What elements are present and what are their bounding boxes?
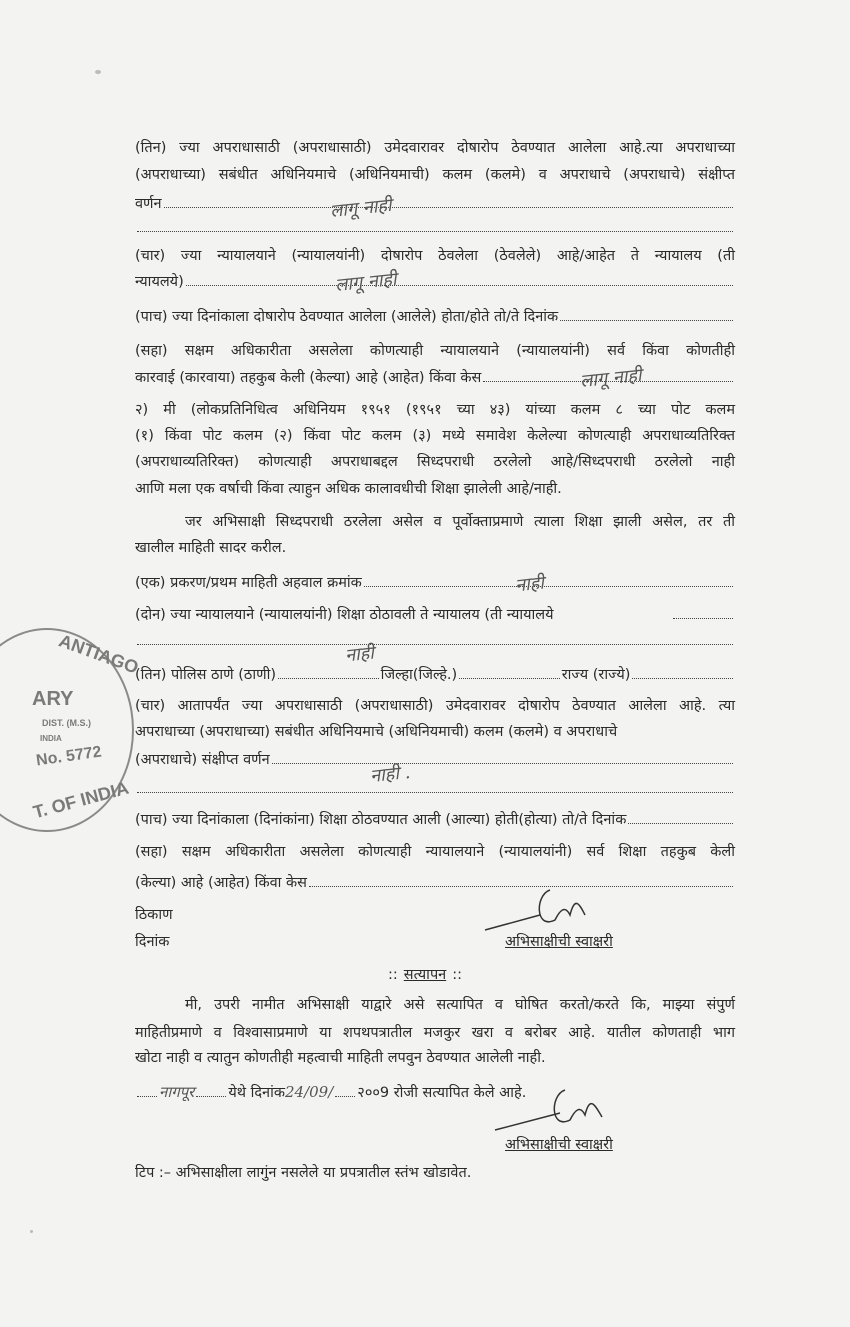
clause-5b-line: (पाच) ज्या दिनांकाला (दिनांकांना) शिक्षा ठोठवण्यात आली (आल्या) होती(होत्या) तो/ते दिनांक	[135, 812, 627, 828]
stamp-text: INDIA	[40, 734, 62, 743]
clause-5-line: (पाच) ज्या दिनांकाला दोषारोप ठेवण्यात आलेला (आलेले) होता/होते तो/ते दिनांक	[135, 309, 559, 325]
place-label: ठिकाण	[135, 907, 173, 923]
note: टिप :– अभिसाक्षीला लागुंन नसलेले या प्रपत्रातील स्तंभ खोडावेत.	[135, 1165, 472, 1181]
stamp-text: T. OF INDIA	[30, 777, 131, 823]
court-field	[137, 632, 733, 645]
scan-speck	[95, 70, 101, 74]
clause-3-line: (अपराधाच्या) सबंधीत अधिनियमाचे (अधिनियमाची) कलम (कलमे) व अपराधाचे (अपराधाचे) संक्षीप्त	[135, 167, 735, 183]
fill-line	[186, 273, 733, 286]
case-number-label: (एक) प्रकरण/प्रथम माहिती अहवाल क्रमांक	[135, 575, 362, 591]
para-2-line: २) मी (लोकप्रतिनिधित्व अधिनियम १९५१ (१९५१ च्या ४३) यांच्या कलम ८ च्या पोट कलम	[135, 402, 735, 418]
verification-title: सत्यापन	[403, 967, 447, 983]
district-label: जिल्हा(जिल्हे.)	[380, 667, 458, 683]
title-mark: ::	[452, 967, 463, 983]
clause-6b-line: (सहा) सक्षम अधिकारीता असलेला कोणत्याही न्यायालयाने (न्यायालयांनी) सर्व शिक्षा तहकुब केली	[135, 844, 735, 860]
clause-6b-line: (केल्या) आहे (आहेत) किंवा केस	[135, 875, 307, 891]
handwritten-entry: नाही	[344, 642, 375, 667]
fill-line	[628, 811, 733, 824]
handwritten-place: नागपूर	[159, 1083, 195, 1101]
handwritten-entry: नाही	[514, 572, 545, 597]
clause-6-line: कारवाई (कारवाया) तहकुब केली (केल्या) आहे (आहेत) किंवा केस	[135, 370, 482, 386]
case-number-field	[364, 574, 733, 587]
date-label: दिनांक	[135, 934, 170, 950]
notary-stamp	[0, 628, 142, 832]
signature	[490, 1085, 610, 1135]
fill-line	[137, 780, 733, 793]
fill-line	[335, 1084, 355, 1097]
scan-speck	[30, 1230, 33, 1233]
clause-4-line: (चार) ज्या न्यायालयाने (न्यायालयांनी) दोषारोप ठेवलेला (ठेवलेले) आहे/आहेत ते न्यायालय (ती	[135, 248, 735, 264]
verified-text: रोजी सत्यापित केले आहे.	[393, 1085, 527, 1101]
fill-line	[137, 219, 733, 232]
fill-line	[272, 751, 733, 764]
para-2-line: (अपराधाव्यतिरिक्त) कोणत्याही अपराधाबद्दल सिध्दपराधी ठरलेलो आहे/सिध्दपराधी ठरलेलो नाही	[135, 454, 735, 470]
fill-line	[673, 606, 733, 619]
verification-line: खोटा नाही व त्यातुन कोणतीही महत्वाची माहिती लपवुन ठेवण्यात आलेली नाही.	[135, 1050, 546, 1066]
stamp-text: No. 5772	[35, 743, 103, 770]
handwritten-entry: नाही .	[369, 761, 412, 788]
state-field	[632, 666, 733, 679]
clause-3-label: वर्णन	[135, 196, 162, 212]
fill-line	[196, 1084, 226, 1097]
handwritten-date: 24/09/	[285, 1083, 334, 1101]
clause-4b-label: (अपराधाचे) संक्षीप्त वर्णन	[135, 752, 270, 768]
clause-4b-line: (चार) आतापर्यंत ज्या अपराधासाठी (अपराधासाठी) उमेदवारावर दोषारोप ठेवण्यात आलेला आहे. त्या	[135, 698, 735, 714]
fill-line	[137, 1084, 157, 1097]
handwritten-entry: लागू नाही	[329, 194, 393, 223]
signature-label: अभिसाक्षीची स्वाक्षरी	[505, 1137, 613, 1153]
stamp-text: ANTIAGO	[56, 630, 142, 678]
para-2-line: आणि मला एक वर्षाची किंवा त्याहुन अधिक कालावधीची शिक्षा झालेली आहे/नाही.	[135, 481, 562, 497]
stamp-text: DIST. (M.S.)	[42, 718, 91, 728]
clause-6-line: (सहा) सक्षम अधिकारीता असलेला कोणत्याही न्यायालयाने (न्यायालयांनी) सर्व किंवा कोणतीही	[135, 343, 735, 359]
police-station-label: (तिन) पोलिस ठाणे (ठाणी)	[135, 667, 276, 683]
police-station-field	[278, 666, 379, 679]
year: २००9	[357, 1085, 390, 1101]
clause-4b-line: अपराधाच्या (अपराधाच्या) सबंधीत अधिनियमाचे (अधिनियमाची) कलम (कलमे) व अपराधाचे	[135, 724, 618, 740]
para-2-line: (१) किंवा पोट कलम (२) किंवा पोट कलम (३) मध्ये समावेश केलेल्या कोणत्याही अपराधाव्यतिरिक्त	[135, 428, 735, 444]
title-mark: ::	[387, 967, 398, 983]
clause-3-line: (तिन) ज्या अपराधासाठी (अपराधासाठी) उमेदवारावर दोषारोप ठेवण्यात आलेला आहे.त्या अपराधाच्या	[135, 140, 735, 156]
clause-4-label: न्यायलये)	[135, 274, 184, 290]
district-field	[459, 666, 560, 679]
handwritten-entry: लागू नाही	[579, 364, 643, 393]
court-label: (दोन) ज्या न्यायालयाने (न्यायालयांनी) शिक्षा ठोठावली ते न्यायालय (ती न्यायालये	[135, 607, 554, 623]
fill-line	[560, 308, 733, 321]
fill-line	[164, 195, 733, 208]
verification-line: मी, उपरी नामीत अभिसाक्षी याद्वारे असे सत्यापित व घोषित करतो/करते कि, माझ्या संपुर्ण	[185, 997, 735, 1013]
handwritten-entry: लागू नाही	[334, 268, 398, 297]
verification-line: माहितीप्रमाणे व विश्वासाप्रमाणे या शपथपत्रातील मजकुर खरा व बरोबर आहे. यातील कोणताही भाग	[135, 1025, 735, 1041]
stamp-text: ARY	[32, 688, 74, 710]
intro-line: खालील माहिती सादर करील.	[135, 540, 287, 556]
signature	[480, 885, 600, 935]
signature-label: अभिसाक्षीची स्वाक्षरी	[505, 934, 613, 950]
at-date-label: येथे दिनांक	[228, 1085, 285, 1101]
state-label: राज्य (राज्ये)	[561, 667, 631, 683]
intro-line: जर अभिसाक्षी सिध्दपराधी ठरलेला असेल व पूर्वोक्ताप्रमाणे त्याला शिक्षा झाली असेल, तर ती	[185, 514, 735, 530]
